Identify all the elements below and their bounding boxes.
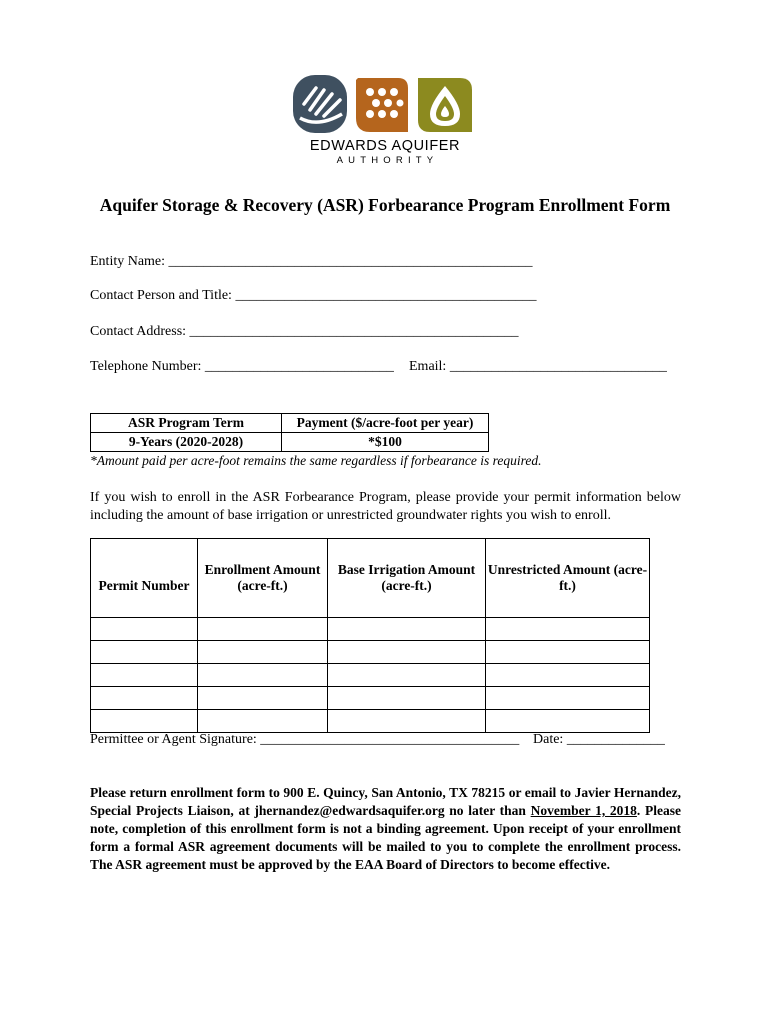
permit-table <box>90 538 650 733</box>
base-irrigation-cell[interactable] <box>328 618 486 641</box>
asr-term-table <box>90 413 489 452</box>
base-irrigation-header: Base Irrigation Amount (acre-ft.) <box>328 539 486 618</box>
base-irrigation-cell[interactable] <box>328 687 486 710</box>
table-header-cell: Payment ($/acre-foot per year) <box>282 414 489 433</box>
permit-number-cell[interactable] <box>91 687 198 710</box>
enrollment-amount-cell[interactable] <box>198 710 328 733</box>
table-header-row <box>91 414 489 433</box>
return-text-2: . Please note, completion of this enrollment form is not a binding agreement. Upon receipt of your enrollment form a formal ASR agreement documents will be mailed to you to complete the enrollment process. The ASR agreement must be approved by the EAA Board of Directors to become effective. <box>90 803 681 872</box>
table-row <box>91 433 489 452</box>
hand-wave-icon <box>293 75 347 133</box>
page-title: Aquifer Storage & Recovery (ASR) Forbearance Program Enrollment Form <box>99 195 671 215</box>
table-row <box>91 618 650 641</box>
permit-number-cell[interactable] <box>91 710 198 733</box>
table-row <box>91 710 650 733</box>
contact-address-field[interactable]: Contact Address: _______________________________________________ <box>90 324 519 339</box>
signature-field[interactable]: Permittee or Agent Signature: _____________________________________ <box>90 732 520 747</box>
unrestricted-amount-cell[interactable] <box>486 618 650 641</box>
return-text-1: Please return enrollment form to 900 E. Quincy, San Antonio, TX 78215 or email to Javier Hernandez, Special Projects Liaison, at jhernandez@edwardsaquifer.org no later than <box>90 785 681 818</box>
email-field[interactable]: Email: _______________________________ <box>409 359 667 374</box>
enrollment-amount-cell[interactable] <box>198 687 328 710</box>
contact-person-field[interactable]: Contact Person and Title: ___________________________________________ <box>90 288 537 303</box>
logo-subname: AUTHORITY <box>336 155 439 166</box>
permit-number-header: Permit Number <box>91 539 198 618</box>
unrestricted-amount-cell[interactable] <box>486 664 650 687</box>
table-cell: 9-Years (2020-2028) <box>91 433 282 452</box>
table-cell: *$100 <box>282 433 489 452</box>
base-irrigation-cell[interactable] <box>328 641 486 664</box>
table-row <box>91 687 650 710</box>
droplet-pattern-icon <box>356 78 408 132</box>
unrestricted-amount-cell[interactable] <box>486 641 650 664</box>
logo-name: EDWARDS AQUIFER <box>309 138 461 154</box>
enrollment-amount-cell[interactable] <box>198 618 328 641</box>
return-instructions <box>90 784 681 874</box>
unrestricted-amount-cell[interactable] <box>486 710 650 733</box>
enrollment-amount-cell[interactable] <box>198 641 328 664</box>
instructions-paragraph: If you wish to enroll in the ASR Forbearance Program, please provide your permit information below including the amount of base irrigation or unrestricted groundwater rights you wish to enroll. <box>90 490 681 523</box>
table-row <box>91 664 650 687</box>
spiral-water-icon <box>418 78 472 132</box>
entity-name-field[interactable]: Entity Name: ____________________________________________________ <box>90 254 533 269</box>
permit-number-cell[interactable] <box>91 664 198 687</box>
enrollment-amount-header: Enrollment Amount (acre-ft.) <box>198 539 328 618</box>
table-header-cell: ASR Program Term <box>91 414 282 433</box>
enrollment-amount-cell[interactable] <box>198 664 328 687</box>
base-irrigation-cell[interactable] <box>328 710 486 733</box>
unrestricted-amount-cell[interactable] <box>486 687 650 710</box>
table-header-row <box>91 539 650 618</box>
logo-wordmark <box>290 138 480 166</box>
unrestricted-amount-header: Unrestricted Amount (acre-ft.) <box>486 539 650 618</box>
telephone-field[interactable]: Telephone Number: ___________________________ <box>90 359 394 374</box>
date-field[interactable]: Date: ______________ <box>533 732 665 747</box>
permit-number-cell[interactable] <box>91 641 198 664</box>
table-row <box>91 641 650 664</box>
base-irrigation-cell[interactable] <box>328 664 486 687</box>
payment-note: *Amount paid per acre-foot remains the same regardless if forbearance is required. <box>90 453 542 468</box>
deadline-date: November 1, 2018 <box>530 803 637 818</box>
permit-number-cell[interactable] <box>91 618 198 641</box>
